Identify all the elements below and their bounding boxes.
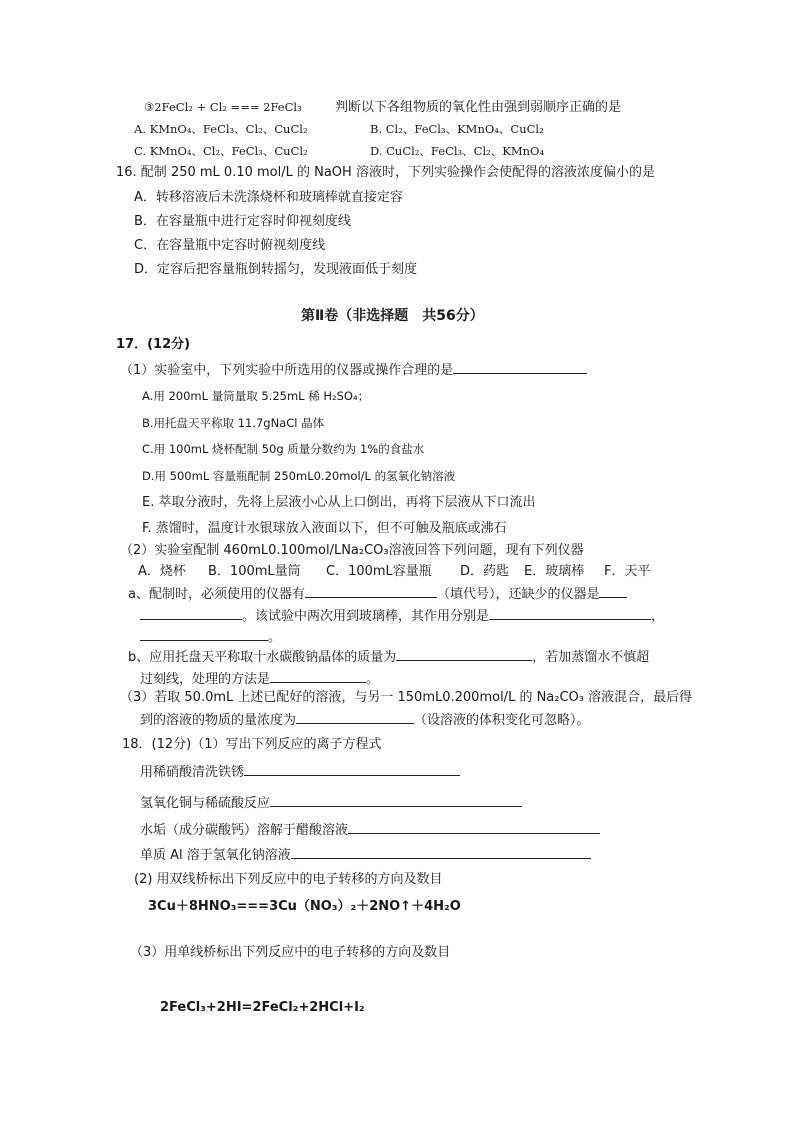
q17-b-text-2: ，若加蒸馏水不慎超: [532, 650, 650, 665]
instrument-c: C．100mL容量瓶: [326, 564, 432, 579]
q18-r2-blank[interactable]: [270, 793, 522, 807]
q18-r3-blank[interactable]: [348, 820, 600, 834]
q18-part2: (2) 用双线桥标出下列反应中的电子转移的方向及数目: [134, 872, 443, 887]
q17-option-a: A.用 200mL 量筒量取 5.25mL 稀 H₂SO₄；: [142, 389, 370, 403]
q18-reaction-3: [140, 820, 600, 840]
q17-a-text-5: 。: [268, 630, 282, 645]
q16-option-c[interactable]: C．在容量瓶中定容时俯视刻度线: [134, 238, 326, 253]
q15-option-c[interactable]: C. KMnO₄、Cl₂、FeCl₃、CuCl₂: [134, 144, 308, 158]
q17-b-text-3: 过刻线，处理的方法是: [140, 672, 271, 687]
q17-part2-a-cont: [140, 606, 664, 626]
q15-option-b[interactable]: B. Cl₂、FeCl₃、KMnO₄、CuCl₂: [370, 122, 544, 136]
q17-a-text-3: 。该试验中两次用到玻璃棒，其作用分别是: [242, 609, 490, 624]
q15-option-a[interactable]: A. KMnO₄、FeCl₃、Cl₂、CuCl₂: [134, 122, 308, 136]
reaction-3-equation: ③2FeCl₂ + Cl₂ === 2FeCl₃: [144, 100, 302, 114]
q16-option-d[interactable]: D．定容后把容量瓶倒转摇匀，发现液面低于刻度: [134, 262, 418, 277]
q17-part1: [120, 360, 587, 380]
q17-part1-text: （1）实验室中，下列实验中所选用的仪器或操作合理的是: [120, 363, 454, 378]
q17-option-b: B.用托盘天平称取 11.7gNaCl 晶体: [142, 416, 325, 430]
q17-part2: （2）实验室配制 460mL0.100mol/LNa₂CO₃溶液回答下列问题，现有下列仪器: [120, 543, 584, 558]
q17-a-text-1: a、配制时，必须使用的仪器有: [128, 587, 305, 602]
q15-question: 判断以下各组物质的氧化性由强到弱顺序正确的是: [335, 100, 622, 115]
q17-a-blank-4[interactable]: [489, 606, 651, 620]
q17-instrument-list: [138, 563, 650, 581]
q18-reaction-4: [140, 845, 591, 865]
q17-option-d: D.用 500mL 容量瓶配制 250mL0.20mol/L 的氢氧化钠溶液: [142, 469, 456, 483]
q17-a-blank-2[interactable]: [599, 584, 627, 598]
q17-option-f: F. 蒸馏时，温度计水银球放入液面以下，但不可触及瓶底或沸石: [142, 521, 507, 536]
section-2-title: 第Ⅱ卷（非选择题 共56分）: [301, 308, 484, 324]
q17-heading: 17．(12分): [116, 337, 191, 352]
q17-part1-answer-blank[interactable]: [453, 360, 587, 374]
q17-option-c: C.用 100mL 烧杯配制 50g 质量分数约为 1%的食盐水: [142, 442, 425, 456]
q18-heading: 18．(12分)（1）写出下列反应的离子方程式: [122, 737, 382, 752]
q17-a-blank-1[interactable]: [305, 584, 437, 598]
q18-reaction-1: [140, 762, 460, 782]
q17-a-text-2: （填代号），还缺少的仪器是: [436, 587, 600, 602]
q17-p3-text-2: （设溶液的体积变化可忽略）。: [414, 713, 590, 728]
q17-a-text-4: ，: [651, 609, 665, 624]
q17-option-e: E. 萃取分液时，先将上层液小心从上口倒出，再将下层液从下口流出: [142, 495, 536, 510]
q17-part2-a-cont2: [140, 627, 281, 647]
q17-b-blank-2[interactable]: [270, 669, 366, 683]
q17-part2-b: [128, 647, 649, 667]
q17-b-text-1: b、应用托盘天平称取十水碳酸钠晶体的质量为: [128, 650, 397, 665]
q18-r3-text: 水垢（成分碳酸钙）溶解于醋酸溶液: [140, 823, 349, 838]
q17-a-blank-3[interactable]: [140, 606, 242, 620]
q15-option-d[interactable]: D. CuCl₂、FeCl₃、Cl₂、KMnO₄: [370, 144, 545, 158]
q17-p3-text: 到的溶液的物质的量浓度为: [140, 713, 297, 728]
q17-part3-cont: [140, 710, 590, 730]
q18-part3: （3）用单线桥标出下列反应中的电子转移的方向及数目: [130, 945, 451, 960]
q17-a-blank-5[interactable]: [140, 627, 268, 641]
instrument-b: B．100mL量筒: [208, 564, 301, 579]
q18-r4-blank[interactable]: [291, 845, 591, 859]
q16-stem: 16. 配制 250 mL 0.10 mol/L 的 NaOH 溶液时，下列实验操作会使配得的溶液浓度偏小的是: [116, 165, 655, 180]
q17-b-blank-1[interactable]: [396, 647, 532, 661]
q17-part3: （3）若取 50.0mL 上述已配好的溶液，与另一 150mL0.200mol/L 的 Na₂CO₃ 溶液混合，最后得: [120, 690, 693, 705]
q18-r1-text: 用稀硝酸清洗铁锈: [140, 765, 245, 780]
instrument-f: F．天平: [604, 564, 651, 579]
instrument-a: A．烧杯: [138, 564, 186, 579]
q18-r1-blank[interactable]: [244, 762, 460, 776]
q18-r4-text: 单质 Al 溶于氢氧化钠溶液: [140, 848, 291, 863]
instrument-d: D．药匙: [460, 564, 510, 579]
q18-equation-2: 3Cu＋8HNO₃===3Cu（NO₃）₂＋2NO↑＋4H₂O: [148, 899, 461, 914]
instrument-e: E．玻璃棒: [524, 564, 585, 579]
q18-reaction-2: [140, 793, 522, 813]
reaction-3: [144, 98, 621, 117]
q16-option-a[interactable]: A．转移溶液后未洗涤烧杯和玻璃棒就直接定容: [134, 190, 403, 205]
q16-option-b[interactable]: B．在容量瓶中进行定容时仰视刻度线: [134, 214, 351, 229]
q18-equation-3: 2FeCl₃+2HI=2FeCl₂+2HCl+I₂: [160, 1000, 365, 1015]
q17-b-text-4: 。: [366, 672, 380, 687]
q17-p3-blank[interactable]: [296, 710, 414, 724]
q17-part2-b-cont: [140, 669, 379, 689]
q18-r2-text: 氢氧化铜与稀硫酸反应: [140, 796, 271, 811]
q17-part2-a: [128, 584, 627, 604]
